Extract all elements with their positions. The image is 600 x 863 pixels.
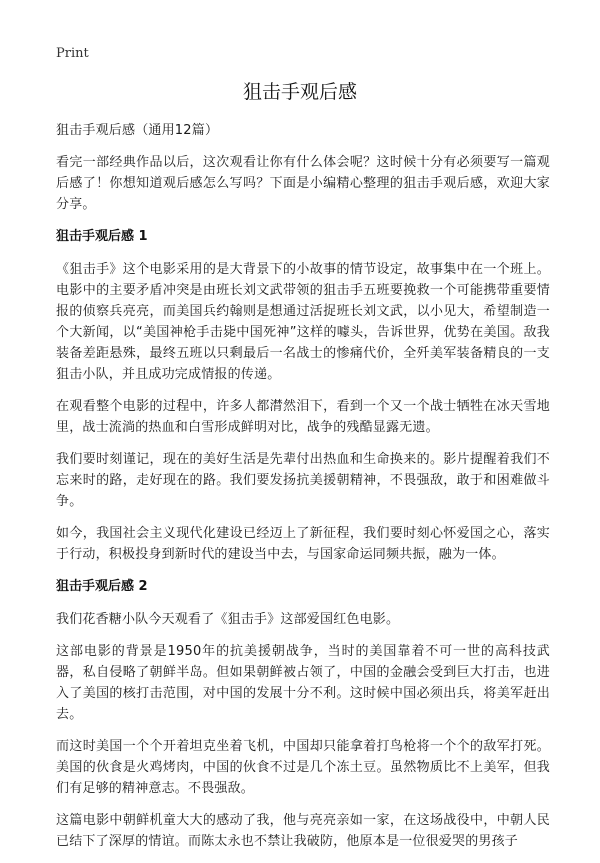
essay-section-1: [56, 226, 550, 565]
section-heading: 狙击手观后感 2: [56, 579, 148, 594]
intro-paragraph: 看完一部经典作品以后，这次观看让你有什么体会呢？这时候十分有必须要写一篇观后感了！你想知道观后感怎么写吗？下面是小编精心整理的狙击手观后感，欢迎大家分享。: [56, 155, 550, 212]
essay-section-2: [56, 576, 550, 852]
section-paragraph: 我们要时刻谨记，现在的美好生活是先辈付出热血和生命换来的。影片提醒着我们不忘来时的路，走好现在的路。我们要发扬抗美援朝精神，不畏强敌，敢于和困难做斗争。: [56, 452, 550, 509]
section-paragraph: 这部电影的背景是1950年的抗美援朝战争，当时的美国靠着不可一世的高科技武器，私自侵略了朝鲜半岛。但如果朝鲜被占领了，中国的金融会受到巨大打击，也进入了美国的核打击范围，对中国的发展十分不利。这时候中国必须出兵，将美军赶出去。: [56, 644, 550, 722]
section-paragraph: 《狙击手》这个电影采用的是大背景下的小故事的情节设定，故事集中在一个班上。电影中的主要矛盾冲突是由班长刘文武带领的狙击手五班要挽救一个可能携带重要情报的侦察兵亮亮，而美国兵约翰则是想通过活捉班长刘文武，以小见大，希望制造一个大新闻，以“美国神枪手击毙中国死神”这样的噱头，告诉世界，优势在美国。敌我装备差距悬殊，最终五班以只剩最后一名战士的惨痛代价，全歼美军装备精良的一支狙击小队，并且成功完成情报的传递。: [56, 262, 550, 382]
section-paragraph: 而这时美国一个个开着坦克坐着飞机，中国却只能拿着打鸟枪将一个个的敌军打死。美国的伙食是火鸡烤肉，中国的伙食不过是几个冻土豆。虽然物质比不上美军，但我们有足够的精神意志。不畏强敌。: [56, 739, 550, 796]
print-link[interactable]: Print: [56, 46, 89, 61]
section-heading: 狙击手观后感 1: [56, 229, 148, 244]
section-paragraph: 如今，我国社会主义现代化建设已经迈上了新征程，我们要时刻心怀爱国之心，落实于行动，积极投身到新时代的建设当中去，与国家命运同频共振，融为一体。: [56, 526, 550, 562]
section-paragraph: 这篇电影中朝鲜机童大大的感动了我，他与亮亮亲如一家，在这场战役中，中朝人民已结下了深厚的情谊。而陈太永也不禁让我破防，他原本是一位很爱哭的男孩子: [56, 813, 550, 849]
document-body: [56, 120, 550, 863]
section-paragraph: 我们花香糖小队今天观看了《狙击手》这部爱国红色电影。: [56, 612, 400, 627]
section-paragraph: 在观看整个电影的过程中，许多人都潸然泪下，看到一个又一个战士牺牲在冰天雪地里，战士流淌的热血和白雪形成鲜明对比，战争的残酷显露无遗。: [56, 399, 550, 435]
document-title: 狙击手观后感: [242, 81, 357, 103]
document-subtitle: 狙击手观后感（通用12篇）: [56, 123, 219, 138]
